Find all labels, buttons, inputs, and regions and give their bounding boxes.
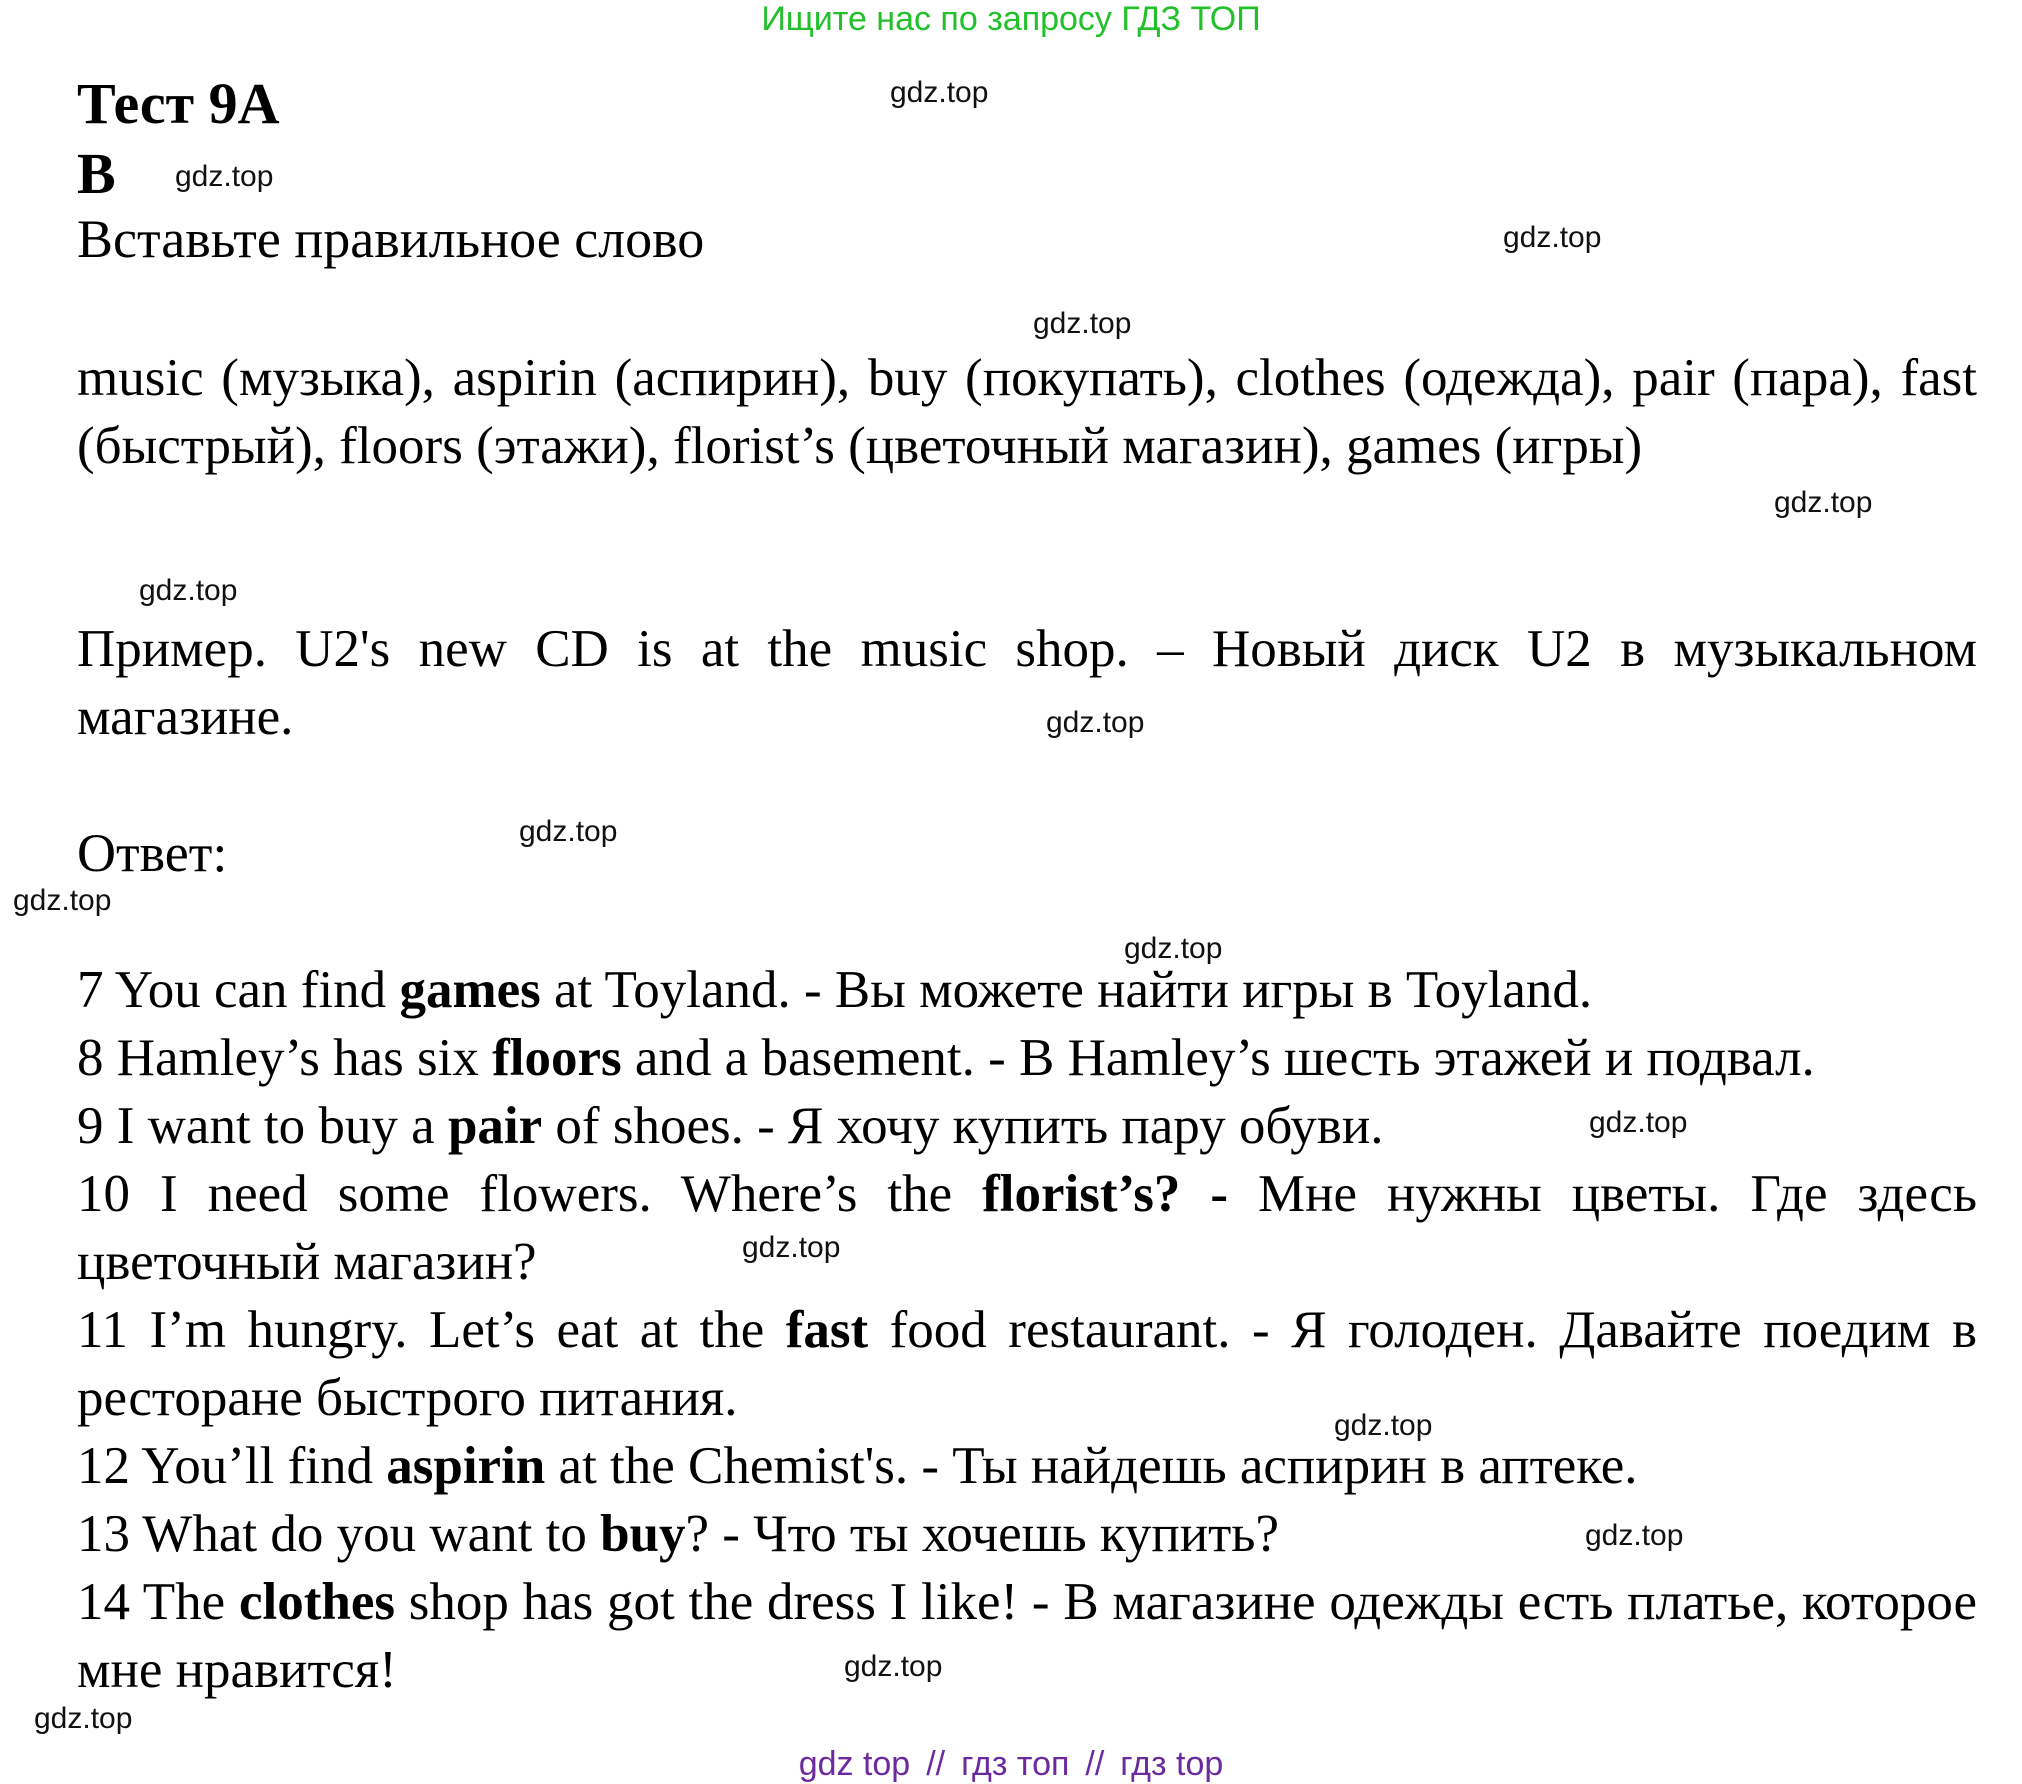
top-banner: Ищите нас по запросу ГДЗ ТОП (761, 0, 1261, 38)
answer-item: 7 You can find games at Toyland. - Вы можете найти игры в Toyland. (77, 961, 1593, 1019)
watermark: gdz.top (890, 76, 989, 109)
footer-separator: // (1085, 1745, 1105, 1783)
section-label: B (77, 141, 116, 206)
word-list: music (музыка), aspirin (аспирин), buy (покупать), clothes (одежда), pair (пара), fast (быстрый), floors (этажи), florist’s (цветочный магазин), games (игры) (77, 349, 1977, 475)
answer-item: 14 The clothes shop has got the dress I like! - В магазине одежды есть платье, которое мне нравится! (77, 1573, 1977, 1699)
footer-link[interactable]: gdz top (798, 1745, 911, 1783)
answer-item: 10 I need some flowers. Where’s the florist’s? - Мне нужны цветы. Где здесь цветочный магазин? (77, 1165, 1977, 1291)
watermark: gdz.top (175, 160, 274, 193)
watermark: gdz.top (1033, 307, 1132, 340)
watermark: gdz.top (1046, 706, 1145, 739)
footer-separator: // (926, 1745, 946, 1783)
footer-links (0, 1745, 2022, 1784)
answer-list (77, 956, 1977, 1704)
example-sentence: Пример. U2's new CD is at the music shop. – Новый диск U2 в музыкальном магазине. (77, 620, 1977, 746)
footer-link[interactable]: гдз top (1120, 1745, 1224, 1783)
watermark: gdz.top (1334, 1409, 1433, 1442)
watermark: gdz.top (1774, 486, 1873, 519)
watermark: gdz.top (519, 815, 618, 848)
answer-item: 9 I want to buy a pair of shoes. - Я хочу купить пару обуви. (77, 1097, 1384, 1155)
test-title: Тест 9А (77, 71, 280, 136)
watermark: gdz.top (13, 884, 112, 917)
watermark: gdz.top (1585, 1519, 1684, 1552)
answer-item: 12 You’ll find aspirin at the Chemist's. - Ты найдешь аспирин в аптеке. (77, 1437, 1638, 1495)
watermark: gdz.top (1589, 1106, 1688, 1139)
answer-item: 8 Hamley’s has six floors and a basement. - В Hamley’s шесть этажей и подвал. (77, 1029, 1815, 1087)
watermark: gdz.top (844, 1650, 943, 1683)
answer-label: Ответ: (77, 823, 228, 883)
watermark: gdz.top (1124, 932, 1223, 965)
watermark: gdz.top (1503, 221, 1602, 254)
watermark: gdz.top (139, 574, 238, 607)
instruction-text: Вставьте правильное слово (77, 209, 705, 269)
answer-item: 13 What do you want to buy? - Что ты хочешь купить? (77, 1505, 1279, 1563)
footer-link[interactable]: гдз топ (961, 1745, 1070, 1783)
watermark: gdz.top (742, 1231, 841, 1264)
answer-item: 11 I’m hungry. Let’s eat at the fast food restaurant. - Я голоден. Давайте поедим в ресторане быстрого питания. (77, 1301, 1977, 1427)
watermark: gdz.top (34, 1702, 133, 1735)
